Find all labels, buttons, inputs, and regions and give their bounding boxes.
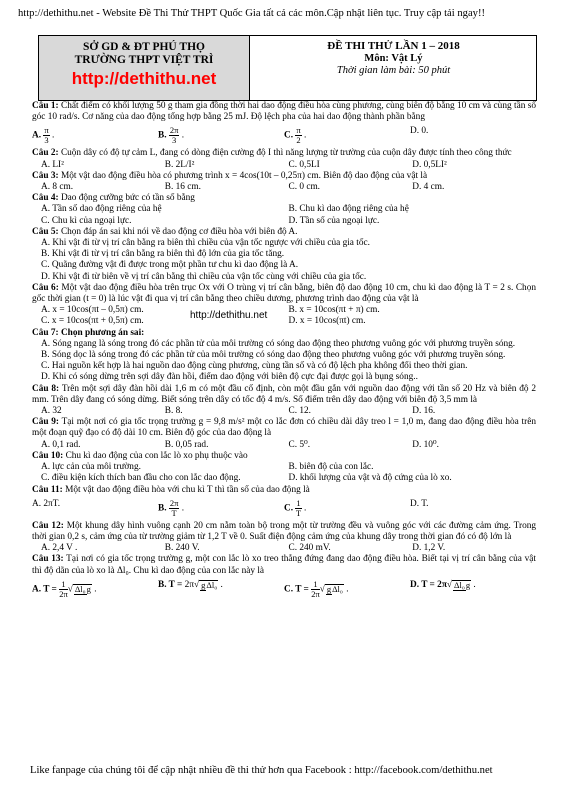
footer-banner: Like fanpage của chúng tôi để cập nhật nhiều đề thi thử hơn qua Facebook : http://facebook.com/dethithu.net bbox=[30, 765, 493, 776]
exam-info-block bbox=[251, 36, 536, 100]
option-a: A. 0,1 rad. bbox=[41, 439, 81, 450]
option-a: A. Sóng ngang là sóng trong đó các phần tử của môi trường có sóng dao động theo phương vuông góc với phương truyền sóng. bbox=[41, 338, 516, 349]
option-a: A. Tần số dao động riêng của hệ bbox=[41, 204, 162, 215]
option-c: C. 0 cm. bbox=[288, 182, 321, 193]
option-a: A. LI² bbox=[41, 159, 64, 170]
question-10-options-row1 bbox=[32, 462, 536, 473]
option-b: B. x = 10cos(πt + π) cm. bbox=[288, 305, 380, 316]
question-list bbox=[32, 101, 536, 602]
exam-header bbox=[38, 35, 537, 101]
question-4: Câu 4: Dao động cưỡng bức có tần số bằng bbox=[32, 193, 195, 204]
option-d: D. Tần số của ngoại lực. bbox=[288, 215, 380, 226]
option-a: A. 2πT. bbox=[32, 498, 61, 509]
question-4-options-row1 bbox=[32, 204, 536, 215]
question-5: Câu 5: Chọn đáp án sai khi nói về dao động cơ điều hòa với biên độ A. bbox=[32, 226, 298, 237]
question-9: Câu 9: Tại một nơi có gia tốc trọng trường g = 9,8 m/s² một co lắc đơn có chiều dài dây treo l = 1,0 m, đang dao động điều hòa trên một đoạn quỹ đạo có độ dài 10 cm. Biên độ góc của dao động là bbox=[32, 417, 536, 439]
exam-subject: Môn: Vật Lý bbox=[364, 53, 423, 64]
option-b: B. T = 2π√ gΔl₀ . bbox=[158, 579, 223, 590]
question-11-options bbox=[32, 496, 536, 521]
option-b: B. 240 V. bbox=[164, 543, 200, 554]
option-a: A. T = $\frac{1}{2\pi}$ √ Δl₀g . bbox=[32, 578, 97, 599]
question-10-options-row2 bbox=[32, 473, 536, 484]
option-a: A. $\frac{\pi}{3}$ . bbox=[32, 125, 55, 146]
option-c: C. 0,5LI bbox=[288, 159, 320, 170]
question-13-options bbox=[32, 577, 536, 602]
option-c: C. Chu kì của ngoại lực. bbox=[41, 215, 132, 226]
option-d: D. Khi vật đi từ biên về vị trí cân bằng thì chiều của vận tốc cùng với chiều của gia tốc. bbox=[41, 271, 367, 282]
option-d: D. 0. bbox=[410, 126, 429, 137]
option-a: A. 32 bbox=[41, 406, 62, 417]
option-b: B. $\frac{2\pi}{T}$ . bbox=[158, 497, 185, 518]
option-c: C. 5⁰. bbox=[288, 439, 311, 450]
question-6: Câu 6: Một vật dao động điều hòa trên trục Ox với O trùng vị trí cân bằng, biên độ dao động 10 cm, chu kì dao động là T = 2 s. Chọn gốc thời gian (t = 0) là lúc vật đi qua vị trí cân bằng theo chiều dương, phương trình dao động của vật là bbox=[32, 282, 536, 305]
option-b: B. biên độ của con lắc. bbox=[288, 462, 374, 473]
option-b: B. Khi vật đi từ vị trí cân bằng ra biên thì độ lớn của gia tốc tăng. bbox=[41, 249, 285, 260]
department-name: SỞ GD & ĐT PHÚ THỌ bbox=[83, 41, 205, 53]
question-3-options bbox=[32, 182, 536, 193]
question-7: Câu 7: Chọn phương án sai: bbox=[32, 327, 145, 338]
exam-title: ĐỀ THI THỬ LẦN 1 – 2018 bbox=[327, 40, 460, 52]
question-text: Chất điểm có khối lượng 50 g tham gia đồng thời hai dao động điều hòa cùng phương, cùng biên độ bằng 10 cm và cùng tần số góc 10 rad/s. Cơ năng của dao động tổng hợp bằng 25 mJ. Độ lệch pha của hai dao động thành phần bằng bbox=[32, 101, 537, 123]
school-name: TRƯỜNG THPT VIỆT TRÌ bbox=[74, 54, 214, 66]
question-1-options bbox=[32, 123, 536, 148]
question-10: Câu 10: Chu kì dao động của con lắc lò xo phụ thuộc vào bbox=[32, 450, 248, 461]
option-c: C. Quãng đường vật đi được trong một phần tư chu kì dao động là A. bbox=[41, 260, 299, 271]
question-4-options-row2 bbox=[32, 216, 536, 227]
question-2-options bbox=[32, 160, 536, 171]
option-d: D. T = 2π√ Δl₀g . bbox=[410, 579, 476, 590]
option-b: B. 0,05 rad. bbox=[164, 439, 209, 450]
option-a: A. lực cản của môi trường. bbox=[41, 462, 141, 473]
option-d: D. 4 cm. bbox=[412, 182, 445, 193]
option-a: A. Khi vật đi từ vị trí cân bằng ra biên thì chiều của vận tốc ngược với chiều của gia tốc. bbox=[41, 238, 370, 249]
option-b: B. $\frac{2\pi}{3}$ . bbox=[158, 125, 185, 146]
option-d: D. khối lượng của vật và độ cứng của lò xo. bbox=[288, 473, 452, 484]
option-b: B. Sóng dọc là sóng trong đó các phần tử của môi trường có sóng dao động theo phương vuông góc với phương truyền sóng. bbox=[41, 350, 506, 361]
option-b: B. 16 cm. bbox=[164, 182, 201, 193]
option-a: A. 8 cm. bbox=[41, 182, 74, 193]
question-number: Câu 1: bbox=[32, 101, 59, 111]
question-9-options bbox=[32, 440, 536, 451]
option-d: D. x = 10cos(πt) cm. bbox=[288, 316, 366, 327]
option-c: C. x = 10cos(πt + 0,5π) cm. bbox=[41, 316, 144, 327]
option-c: C. T = $\frac{1}{2\pi}$ √ gΔl₀ . bbox=[284, 578, 349, 599]
option-c: C. Hai nguồn kết hợp là hai nguồn dao động cùng phương, cùng tần số và có độ lệch pha không đổi theo thời gian. bbox=[41, 361, 468, 372]
option-d: D. 10⁰. bbox=[412, 439, 439, 450]
option-d: D. T. bbox=[410, 498, 429, 509]
question-3: Câu 3: Một vật dao động điều hòa có phương trình x = 4cos(10t – 0,25π) cm. Biên độ dao động của vật là bbox=[32, 170, 428, 181]
question-12: Câu 12: Một khung dây hình vuông cạnh 20 cm nằm toàn bộ trong một từ trường đều và vuông góc với các đường cảm ứng. Trong thời gian 0,2 s, cảm ứng của từ trường giảm từ 1,2 T về 0. Suất điện động cảm ứng của khung dây trong thời gian đó có độ lớn là bbox=[32, 520, 537, 542]
option-d: D. 0,5LI² bbox=[412, 159, 447, 170]
question-11: Câu 11: Một vật dao động điều hòa với chu kì T thì tần số của dao động là bbox=[32, 484, 310, 495]
option-c: C. 12. bbox=[288, 406, 311, 417]
option-c: C. điều kiện kích thích ban đầu cho con lắc dao động. bbox=[41, 473, 241, 484]
question-2: Câu 2: Cuộn dây có độ tự cảm L, đang có dòng điện cường độ I thì năng lượng từ trường của cuộn dây được tính theo công thức bbox=[32, 148, 512, 159]
question-13: Câu 13: Tại nơi có gia tốc trọng trường g, một con lắc lò xo treo thẳng đứng đang dao động điều hòa. Biết tại vị trí cân bằng của vật thì độ dãn của lò xo là Δl₀. Chu kì dao động của con lắc này là bbox=[32, 554, 536, 576]
option-d: D. 1,2 V. bbox=[412, 543, 446, 554]
option-c: C. $\frac{\pi}{2}$ . bbox=[284, 125, 307, 146]
option-b: B. 2L/I² bbox=[164, 159, 195, 170]
question-1 bbox=[32, 101, 536, 123]
option-c: C. 240 mV. bbox=[288, 543, 331, 554]
option-a: A. x = 10cos(πt – 0,5π) cm. bbox=[41, 305, 144, 316]
option-a: A. 2,4 V . bbox=[41, 543, 78, 554]
option-b: B. 8. bbox=[164, 406, 183, 417]
option-c: C. $\frac{1}{T}$ . bbox=[284, 497, 307, 518]
question-12-options bbox=[32, 543, 536, 554]
question-8: Câu 8: Trên một sợi dây đàn hồi dài 1,6 m có một đầu cố định, còn một đầu gắn với nguồn dao động với tần số 20 Hz và biên độ 2 mm. Trên dây đang có sóng dừng. Biết sóng trên dây có tốc độ 4 m/s. Số điểm trên dây dao động với biên độ 3,5 mm là bbox=[32, 383, 537, 405]
exam-time: Thời gian làm bài: 50 phút bbox=[336, 65, 451, 76]
option-b: B. Chu kì dao động riêng của hệ bbox=[288, 204, 409, 215]
top-banner: http://dethithu.net - Website Đề Thi Thử THPT Quốc Gia tất cả các môn.Cập nhật liên tục. Truy cập tải ngay!! bbox=[18, 8, 485, 19]
question-6-options bbox=[32, 305, 536, 327]
site-link[interactable]: http://dethithu.net bbox=[71, 69, 217, 88]
option-d: D. Khi có sóng dừng trên sợi dây đàn hồi, điểm dao động với biên độ cực đại được gọi là bụng sóng.. bbox=[41, 372, 418, 383]
question-8-options bbox=[32, 406, 536, 417]
school-block bbox=[39, 36, 250, 100]
watermark-link[interactable]: http://dethithu.net bbox=[190, 310, 268, 322]
option-d: D. 16. bbox=[412, 406, 436, 417]
